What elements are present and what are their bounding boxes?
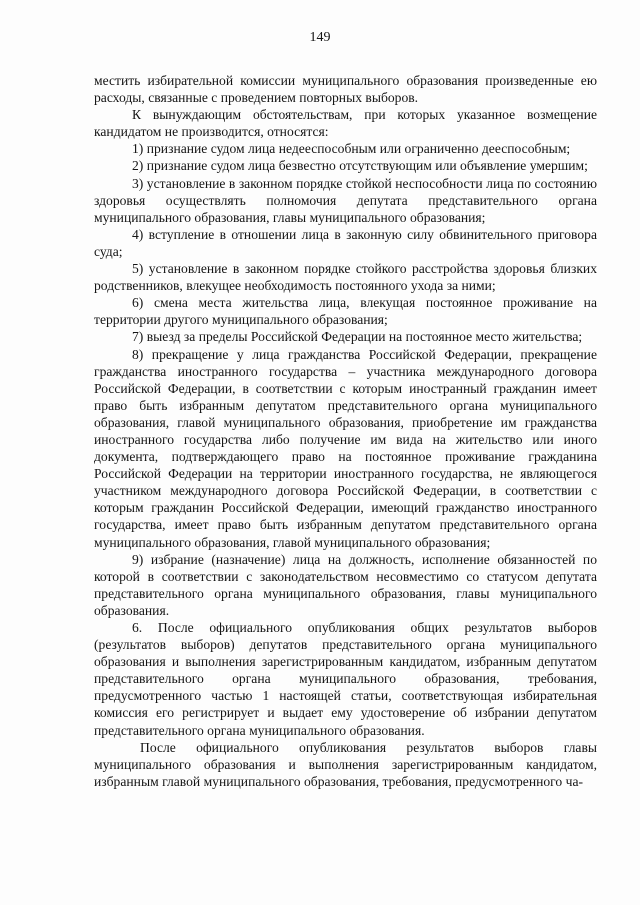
list-item-3: 3) установление в законном порядке стойкой неспособности лица по состоянию здоровья осуществлять полномочия депутата представительного органа муниципального образования, главы муниципального образования; [94, 175, 597, 225]
list-item-1: 1) признание судом лица недееспособным или ограниченно дееспособным; [132, 141, 571, 157]
page-number: 149 [309, 30, 331, 45]
paragraph-continuation: местить избирательной комиссии муниципального образования произведенные ею расходы, связанные с проведением повторных выборов. [94, 73, 597, 106]
paragraph-intro: К вынуждающим обстоятельствам, при которых указанное возмещение кандидатом не производится, относятся: [94, 107, 597, 140]
list-item-7: 7) выезд за пределы Российской Федерации на постоянное место жительства; [132, 329, 583, 345]
list-item-5: 5) установление в законном порядке стойкого расстройства здоровья близких родственников, влекущее необходимость постоянного ухода за ними; [94, 261, 597, 294]
paragraph-head-election: После официального опубликования результатов выборов главы муниципального образования и выполнения зарегистрированным кандидатом, избранным главой муниципального образования, требования, предусмотренного ча- [94, 739, 597, 789]
list-item-9: 9) избрание (назначение) лица на должность, исполнение обязанностей по которой в соответствии с законодательством несовместимо со статусом депутата представительного органа муниципального образования, главы муниципального образования. [94, 551, 597, 618]
page-body [94, 72, 597, 790]
paragraph-section-6: 6. После официального опубликования общих результатов выборов (результатов выборов) депутатов представительного органа муниципального образования и выполнения зарегистрированным кандидатом, избранным депутатом представительного органа муниципального образования, требования, предусмотренного частью 1 настоящей статьи, соответствующая избирательная комиссия его регистрирует и выдает ему удостоверение об избрании депутатом представительного органа муниципального образования. [94, 620, 597, 738]
list-item-8: 8) прекращение у лица гражданства Российской Федерации, прекращение гражданства иностранного государства – участника международного договора Российской Федерации, в соответствии с которым иностранный гражданин имеет право быть избранным депутатом представительного органа муниципального образования, главой муниципального образования, приобретение им гражданства иностранного государства либо получение им вида на жительство или иного документа, подтверждающего право на постоянное проживание гражданина Российской Федерации на территории иностранного государства, не являющегося участником международного договора Российской Федерации, в соответствии с которым гражданин Российской Федерации, имеющий гражданство иностранного государства, имеет право быть избранным депутатом представительного органа муниципального образования, главой муниципального образования; [94, 346, 597, 550]
list-item-4: 4) вступление в отношении лица в законную силу обвинительного приговора суда; [94, 226, 597, 259]
list-item-2: 2) признание судом лица безвестно отсутствующим или объявление умершим; [132, 158, 588, 174]
list-item-6: 6) смена места жительства лица, влекущая постоянное проживание на территории другого муниципального образования; [94, 295, 597, 328]
